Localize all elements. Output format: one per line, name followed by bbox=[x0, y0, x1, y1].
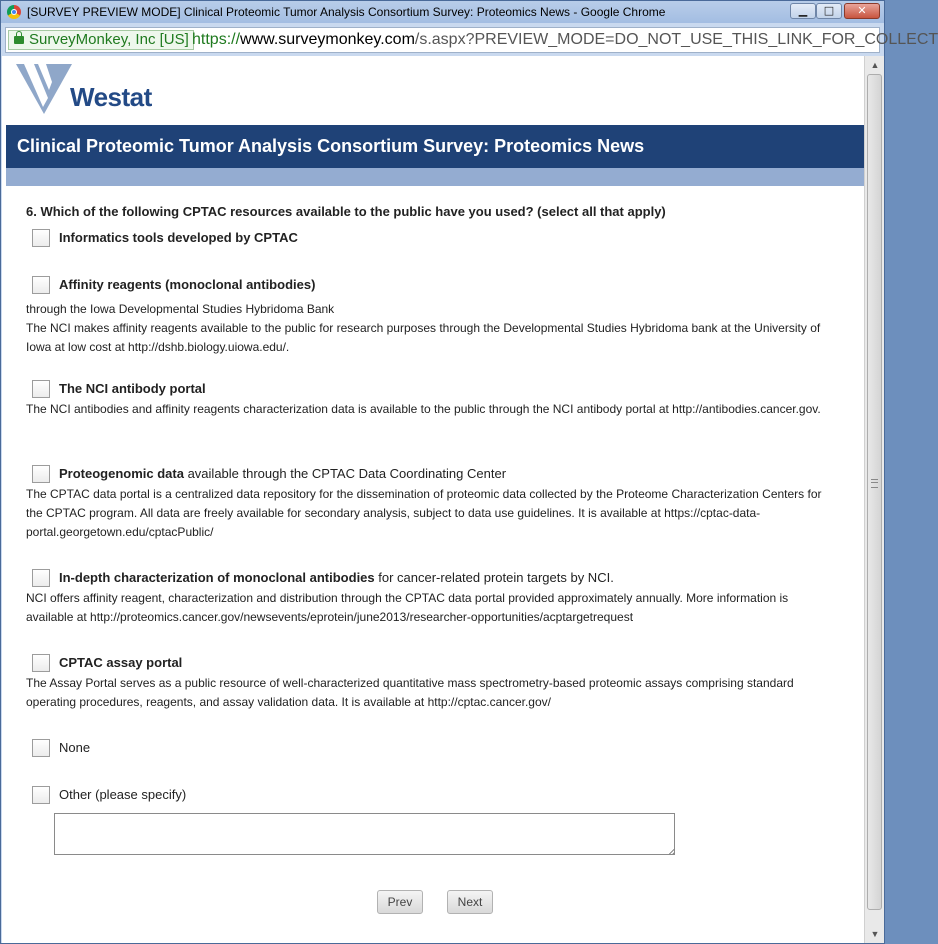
option-label-rest: available through the CPTAC Data Coordinating Center bbox=[183, 466, 507, 481]
chrome-icon bbox=[7, 5, 21, 19]
option-label[interactable] bbox=[59, 570, 614, 585]
close-icon: ✕ bbox=[857, 4, 867, 17]
maximize-button[interactable] bbox=[816, 3, 842, 19]
site-identity-badge[interactable] bbox=[8, 30, 194, 50]
option-label[interactable] bbox=[59, 230, 298, 245]
description-nci-antibody-portal: The NCI antibodies and affinity reagents characterization data is available to the public through the NCI antibody portal at http://antibodies.cancer.gov. bbox=[26, 402, 821, 416]
lock-icon bbox=[14, 36, 24, 44]
checkbox-informatics-tools[interactable] bbox=[32, 229, 50, 247]
header-sub-band bbox=[6, 168, 864, 186]
option-label[interactable] bbox=[59, 381, 206, 396]
resize-grip-icon[interactable] bbox=[668, 848, 675, 855]
option-label-bold: Proteogenomic data bbox=[59, 466, 184, 481]
checkbox-characterization-antibodies[interactable] bbox=[32, 569, 50, 587]
page-viewport bbox=[2, 56, 864, 943]
description-characterization: NCI offers affinity reagent, characterization and distribution through the CPTAC data portal provided approximately annually. More information is available at http://proteomics.cancer.gov/newsevents/eprotein/june2013/researcher-opportunities/acptargetrequest bbox=[26, 591, 789, 624]
westat-logo-text: Westat bbox=[70, 82, 152, 112]
url-host: www.surveymonkey.com bbox=[240, 31, 415, 48]
option-label[interactable] bbox=[59, 655, 182, 670]
checkbox-none[interactable] bbox=[32, 739, 50, 757]
title-bar bbox=[1, 1, 884, 23]
minimize-button[interactable] bbox=[790, 3, 816, 19]
description-affinity-reagents: The NCI makes affinity reagents available to the public for research purposes through the Developmental Studies Hybridoma bank at the University of Iowa at low cost at http://dshb.biology.uiowa.edu/. bbox=[26, 321, 821, 354]
scrollbar-thumb[interactable] bbox=[867, 74, 882, 910]
vertical-scrollbar[interactable] bbox=[864, 56, 884, 943]
site-identity-label: SurveyMonkey, Inc [US] bbox=[29, 31, 189, 48]
url-scheme: https:// bbox=[192, 31, 241, 48]
option-label-bold: CPTAC assay portal bbox=[59, 655, 183, 670]
scroll-grip-icon bbox=[871, 479, 878, 488]
checkbox-affinity-reagents[interactable] bbox=[32, 276, 50, 294]
next-button[interactable]: Next bbox=[447, 890, 493, 914]
checkbox-other[interactable] bbox=[32, 786, 50, 804]
window-title: [SURVEY PREVIEW MODE] Clinical Proteomic Tumor Analysis Consortium Survey: Proteomics News - Google Chrome bbox=[27, 5, 666, 19]
checkbox-nci-antibody-portal[interactable] bbox=[32, 380, 50, 398]
option-label-bold: The NCI antibody portal bbox=[59, 381, 206, 396]
option-label[interactable] bbox=[59, 277, 315, 292]
option-label-bold: Affinity reagents (monoclonal antibodies) bbox=[59, 277, 316, 292]
close-button[interactable] bbox=[844, 3, 880, 19]
option-label-rest: for cancer-related protein targets by NCI. bbox=[374, 570, 614, 585]
minimize-icon: ▁ bbox=[798, 4, 808, 17]
survey-title: Clinical Proteomic Tumor Analysis Consortium Survey: Proteomics News bbox=[17, 136, 645, 156]
address-bar[interactable] bbox=[5, 27, 938, 53]
option-label[interactable]: None bbox=[59, 740, 91, 755]
url-text[interactable] bbox=[192, 31, 938, 49]
scroll-down-arrow-icon[interactable]: ▼ bbox=[870, 929, 880, 939]
description-proteogenomic-data: The CPTAC data portal is a centralized data repository for the dissemination of proteomic data collected by the Proteome Characterization Centers for the CPTAC program. All data are freely available for secondary analysis, subject to data use guidelines. It is available at https://cptac-data-portal.georgetown.edu/cptacPublic/ bbox=[26, 487, 822, 539]
option-label-bold: Informatics tools developed by CPTAC bbox=[59, 230, 298, 245]
scroll-up-arrow-icon[interactable]: ▲ bbox=[870, 60, 880, 70]
option-label[interactable] bbox=[59, 466, 506, 481]
checkbox-proteogenomic-data[interactable] bbox=[32, 465, 50, 483]
westat-logo bbox=[16, 64, 176, 116]
option-label[interactable]: Other (please specify) bbox=[59, 787, 187, 802]
description-affinity-source: through the Iowa Developmental Studies Hybridoma Bank bbox=[26, 302, 335, 316]
westat-logo-mark bbox=[16, 64, 72, 116]
maximize-icon: □ bbox=[823, 4, 835, 17]
description-assay-portal: The Assay Portal serves as a public resource of well-characterized quantitative mass spectrometry-based proteomic assays comprising standard operating procedures, reagents, and assay validation data. It is available at http://cptac.cancer.gov/ bbox=[26, 676, 794, 709]
checkbox-cptac-assay-portal[interactable] bbox=[32, 654, 50, 672]
option-label-bold: In-depth characterization of monoclonal antibodies bbox=[59, 570, 375, 585]
prev-button[interactable]: Prev bbox=[377, 890, 423, 914]
survey-header bbox=[6, 125, 864, 168]
url-path: /s.aspx?PREVIEW_MODE=DO_NOT_USE_THIS_LINK_FOR_COLLECT bbox=[414, 31, 938, 48]
other-specify-textarea[interactable] bbox=[54, 813, 675, 855]
question-text: 6. Which of the following CPTAC resources available to the public have you used? (select all that apply) bbox=[26, 204, 666, 219]
